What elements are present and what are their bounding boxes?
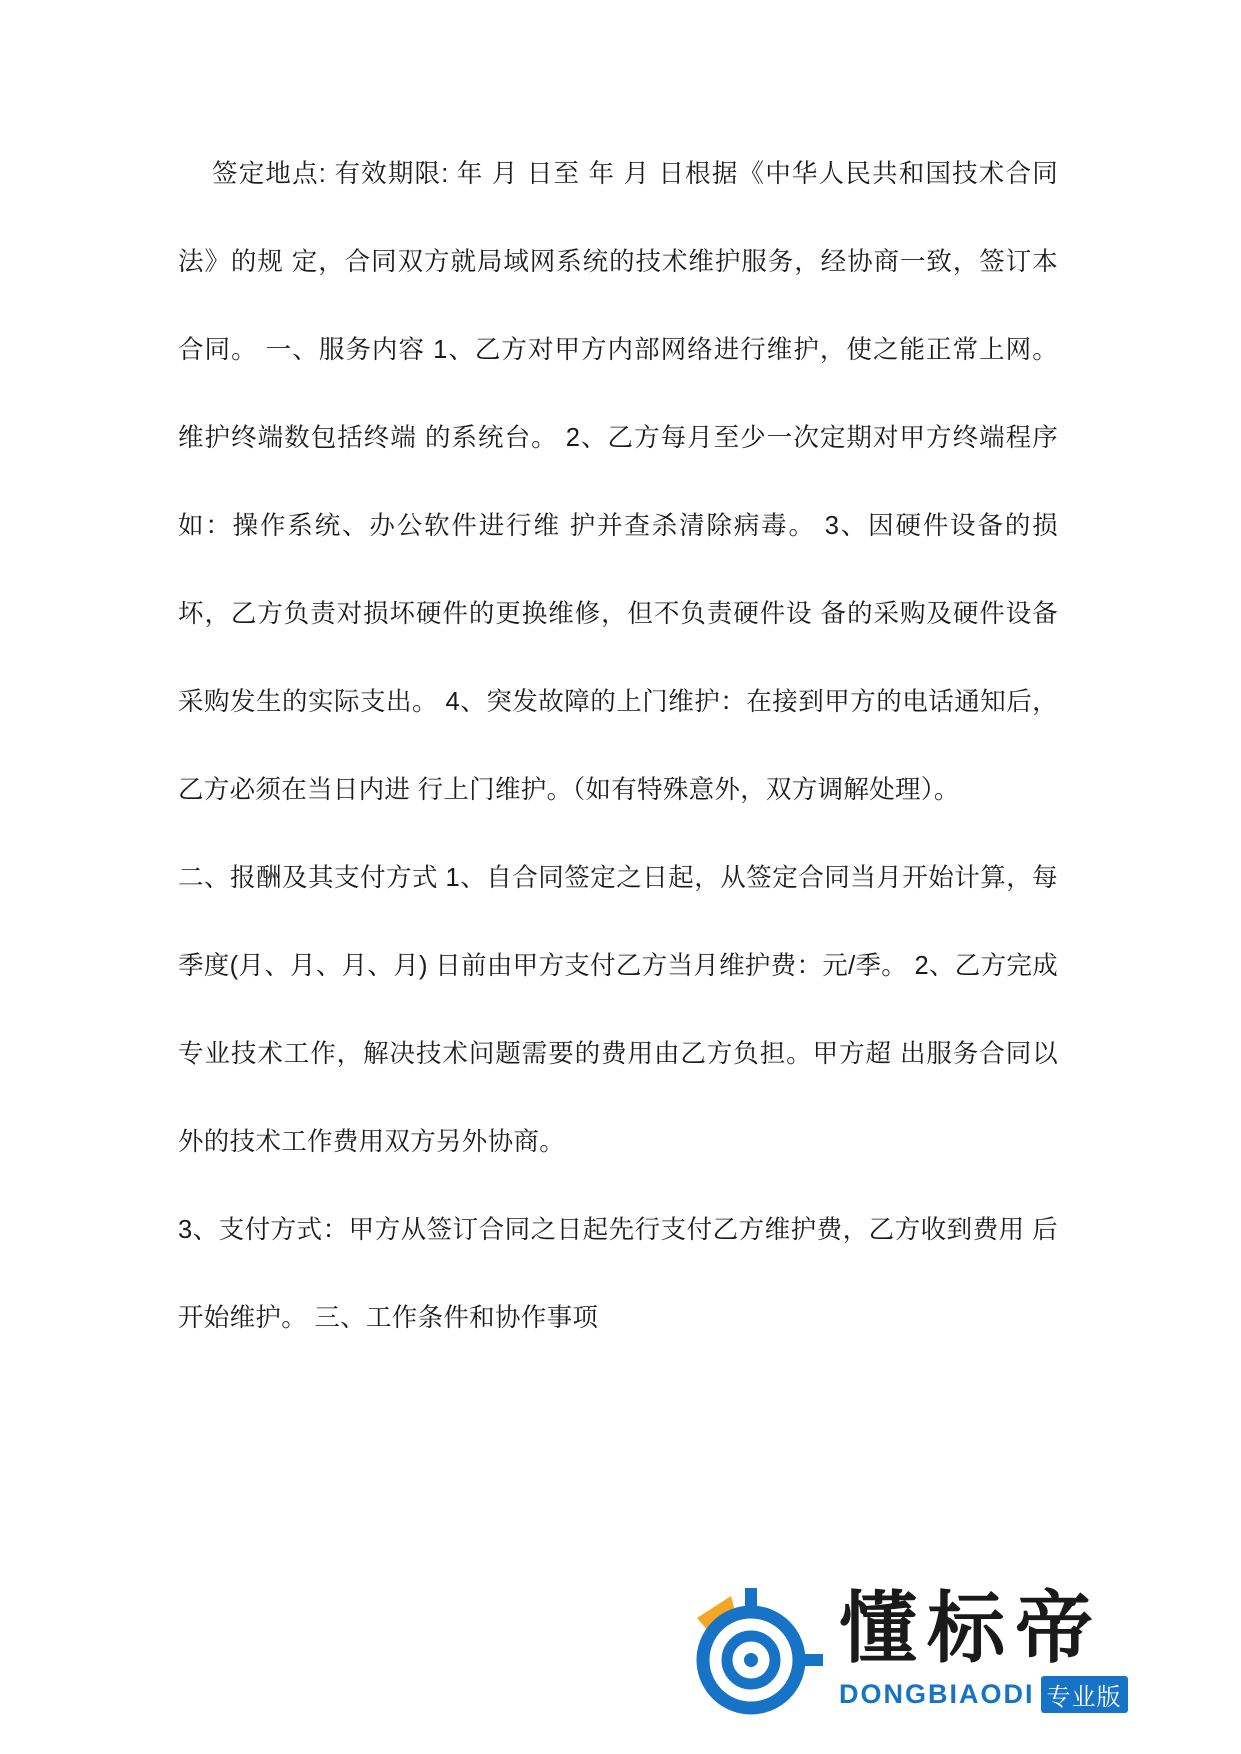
paragraph-2: 二、报酬及其支付方式 1、自合同签定之日起，从签定合同当月开始计算，每季度(月、月、月、月) 日前由甲方支付乙方当月维护费：元/季。 2、乙方完成专业技术工作，解决技术问题需要的费用由乙方负担。甲方超 出服务合同以外的技术工作费用双方另外协商。 — [178, 864, 1058, 1156]
paragraph-3: 3、支付方式：甲方从签订合同之日起先行支付乙方维护费，乙方收到费用 后开始维护。 三、工作条件和协作事项 — [178, 1216, 1058, 1332]
brand-text — [839, 1582, 1179, 1713]
brand-subline — [839, 1676, 1179, 1713]
watermark-logo — [679, 1580, 1179, 1730]
brand-name-cn: 懂标帝 — [839, 1584, 1104, 1672]
document-body — [178, 130, 1058, 1362]
brand-name-en: DONGBIAODI — [839, 1679, 1035, 1709]
brand-mark-icon — [679, 1588, 829, 1718]
paragraph-1: 签定地点: 有效期限: 年 月 日至 年 月 日根据《中华人民共和国技术合同法》的规 定，合同双方就局域网系统的技术维护服务，经协商一致，签订本合同。 一、服务内容 1、乙方对甲方内部网络进行维护，使之能正常上网。维护终端数包括终端 的系统台。 2、乙方每月至少一次定期对甲方终端程序如：操作系统、办公软件进行维 护并查杀清除病毒。 3、因硬件设备的损坏，乙方负责对损坏硬件的更换维修，但不负责硬件设 备的采购及硬件设备采购发生的实际支出。 4、突发故障的上门维护：在接到甲方的电话通知后，乙方必须在当日内进 行上门维护。（如有特殊意外，双方调解处理）。 — [178, 160, 1058, 804]
brand-edition-badge: 专业版 — [1041, 1676, 1128, 1713]
